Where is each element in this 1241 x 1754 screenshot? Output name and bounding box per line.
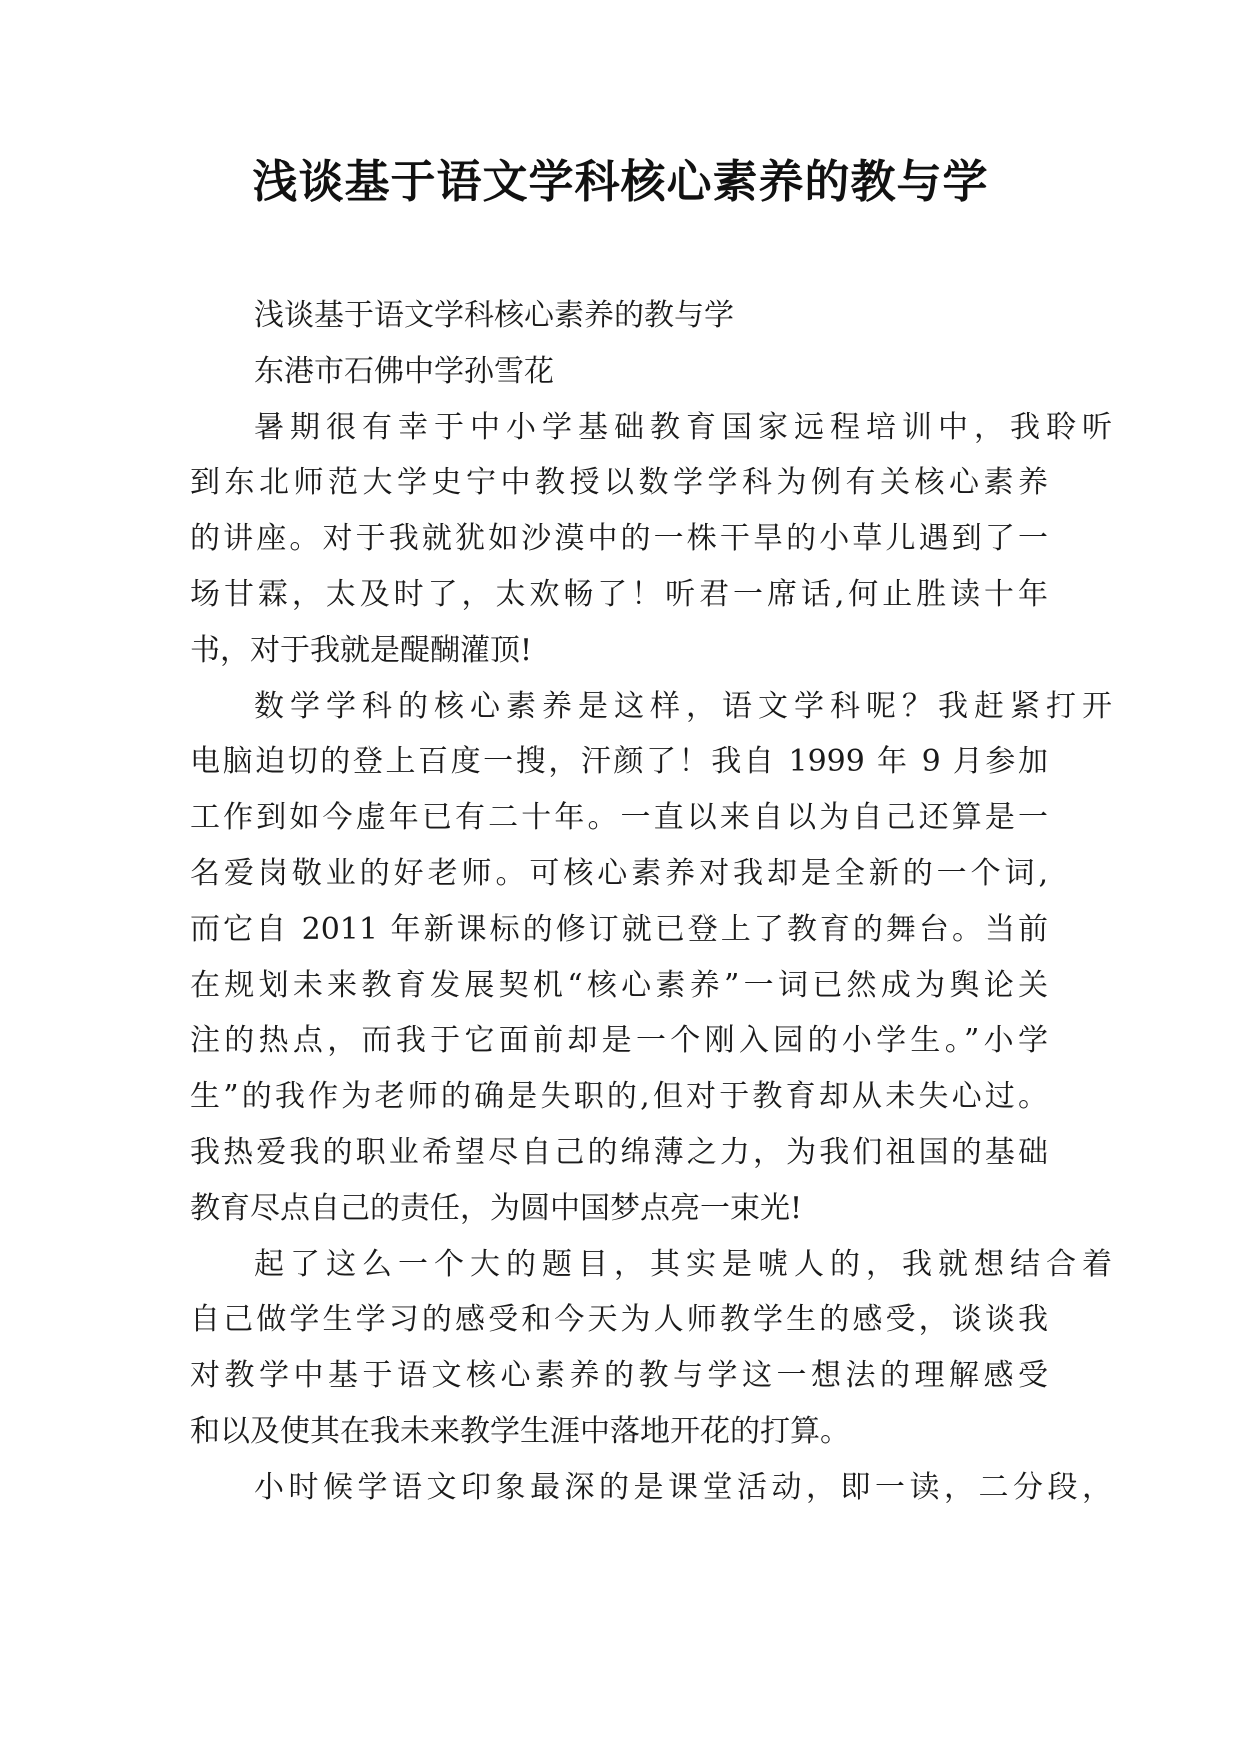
text-line: 和以及使其在我未来教学生涯中落地开花的打算。 <box>190 1413 850 1449</box>
text-line: 注的热点，而我于它面前却是一个刚入园的小学生。”小学 <box>190 1023 1048 1059</box>
text-line: 书，对于我就是醍醐灌顶! <box>190 632 533 668</box>
document-title: 浅谈基于语文学科核心素养的教与学 <box>252 155 989 208</box>
text-line: 暑期很有幸于中小学基础教育国家远程培训中，我聆听 <box>254 409 1112 445</box>
text-line: 教育尽点自己的责任，为圆中国梦点亮一束光! <box>190 1190 803 1226</box>
document-body <box>190 288 1112 1516</box>
text-line: 生”的我作为老师的确是失职的,但对于教育却从未失心过。 <box>190 1079 1048 1115</box>
text-line: 浅谈基于语文学科核心素养的教与学 <box>254 298 734 333</box>
text-line: 场甘霖，太及时了，太欢畅了！听君一席话,何止胜读十年 <box>190 576 1048 612</box>
text-line: 小时候学语文印象最深的是课堂活动，即一读，二分段， <box>254 1469 1112 1505</box>
text-line: 在规划未来教育发展契机“核心素养”一词已然成为舆论关 <box>190 967 1048 1003</box>
text-line: 我热爱我的职业希望尽自己的绵薄之力，为我们祖国的基础 <box>190 1134 1048 1170</box>
text-line: 数学学科的核心素养是这样，语文学科呢？我赶紧打开 <box>254 688 1112 724</box>
text-line: 电脑迫切的登上百度一搜，汗颜了！我自 1999 年 9 月参加 <box>190 744 1048 780</box>
text-line: 工作到如今虚年已有二十年。一直以来自以为自己还算是一 <box>190 800 1048 836</box>
text-line: 的讲座。对于我就犹如沙漠中的一株干旱的小草儿遇到了一 <box>190 521 1048 557</box>
text-line: 东港市石佛中学孙雪花 <box>254 353 554 389</box>
text-line: 而它自 2011 年新课标的修订就已登上了教育的舞台。当前 <box>190 911 1048 947</box>
text-line: 起了这么一个大的题目，其实是唬人的，我就想结合着 <box>254 1246 1112 1282</box>
text-line: 名爱岗敬业的好老师。可核心素养对我却是全新的一个词, <box>190 855 1048 891</box>
text-line: 自己做学生学习的感受和今天为人师教学生的感受，谈谈我 <box>190 1302 1048 1338</box>
text-line: 到东北师范大学史宁中教授以数学学科为例有关核心素养 <box>190 465 1048 501</box>
text-line: 对教学中基于语文核心素养的教与学这一想法的理解感受 <box>190 1358 1048 1394</box>
